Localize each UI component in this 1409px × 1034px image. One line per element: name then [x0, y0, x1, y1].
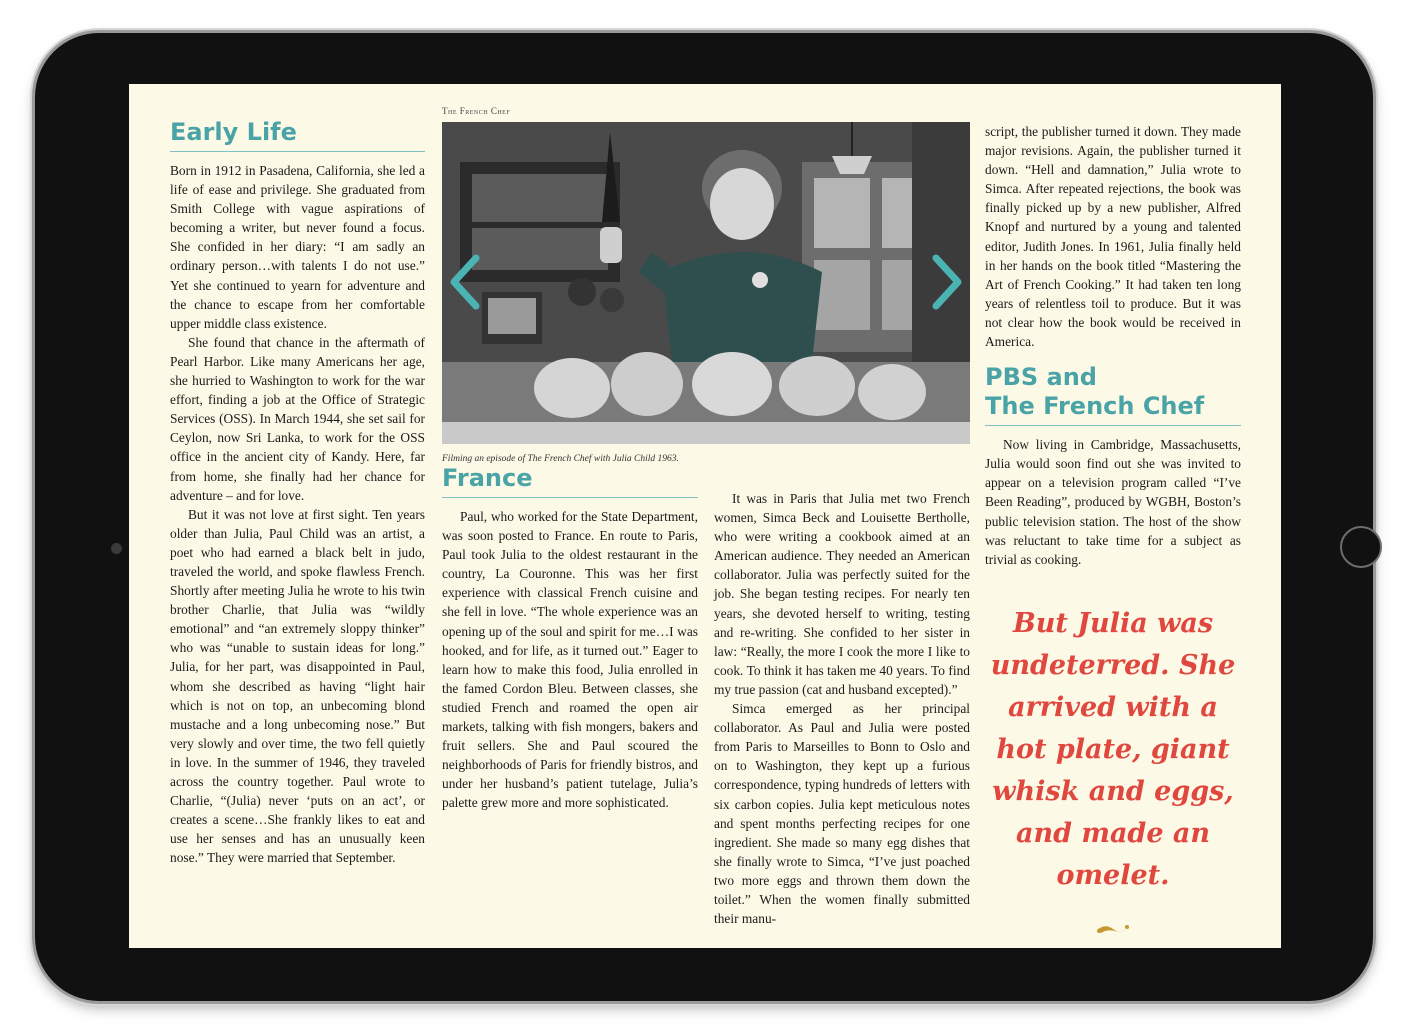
- gallery-prev-button[interactable]: [444, 252, 488, 312]
- heading-pbs-line2: The French Chef: [985, 392, 1205, 421]
- paragraph: It was in Paris that Julia met two French women, Simca Beck and Louisette Bertholle, who were writing a cookbook aimed at an American audience. They needed an American collaborator. Julia was perfectly suited for the job. She began testing recipes. For nearly ten years, she devoted herself to writing, testing and re-writing. She confided to her sister in law: “Really, the more I cook the more I like to cook. To think it has taken me 40 years. To find my true passion (cat and husband excepted).”: [714, 491, 970, 697]
- heading-pbs-line1: PBS and: [985, 363, 1097, 392]
- chevron-left-icon: [444, 252, 488, 312]
- photo-label: The French Chef: [442, 106, 511, 116]
- france-column-right: [714, 489, 970, 928]
- camera-icon: [111, 543, 122, 554]
- home-button[interactable]: [1340, 526, 1382, 568]
- photo-gallery: [442, 106, 970, 469]
- magazine-page: [129, 84, 1281, 948]
- paragraph: But it was not love at first sight. Ten years older than Julia, Paul Child was an artist, a poet who had earned a black belt in judo, traveled the world, and spoke flawless French. Shortly after meeting Julia he wrote to his twin brother Charlie, that Julia was “wildly emotional” and “an extremely sloppy thinker” who was “unable to sustain ideas for long.” Julia, for her part, was disappointed in Paul, whom she described as having “light hair which is not on top, an unbecoming blond mustache and a long unbecoming nose.” But very slowly and over time, the two fell quietly in love. In the summer of 1946, they traveled across the country together. Paul wrote to Charlie, “(Julia) never ‘puts on an act’, or creates a scene…She frankly likes to eat and use her senses and has an unusually keen nose.” They were married that September.: [170, 506, 425, 866]
- gallery-next-button[interactable]: [924, 252, 968, 312]
- paragraph: Now living in Cambridge, Massachusetts, Julia would soon find out she was invited to appear on a television program called “I’ve Been Reading”, produced by WGBH, Boston’s public television station. The host of the show was reluctant to take time for a subject as trivial as cooking.: [985, 437, 1241, 567]
- france-column-left: [442, 464, 698, 813]
- heading-pbs: [985, 363, 1241, 426]
- column-early-life: [170, 118, 425, 867]
- paragraph: Simca emerged as her principal collaborator. As Paul and Julia were posted from Paris to Marseilles to Bonn to Oslo and on to Washington, they kept up a furious correspondence, typing hundreds of letters with six carbon copies. Julia kept meticulous notes and spent months perfecting recipes for one ingredient. She made so many egg dishes that she finally wrote to Simca, “I’ve just poached two more eggs and thrown them down the toilet.” When the women finally submitted their manu-: [714, 701, 970, 927]
- paragraph: Born in 1912 in Pasadena, California, she led a life of ease and privilege. She graduated from Smith College with vague aspirations of becoming a writer, but never found a focus. She confided in her diary: “I am sadly an ordinary person…with talents I do not use.” Yet she continued to yearn for adventure and the chance to escape from her comfortable upper middle class existence.: [170, 163, 425, 331]
- heading-france: France: [442, 464, 698, 498]
- chevron-right-icon: [924, 252, 968, 312]
- fleuron-icon: [985, 921, 1241, 942]
- kitchen-photo-image: [442, 122, 970, 444]
- gallery-photo[interactable]: [442, 122, 970, 444]
- heading-early-life: Early Life: [170, 118, 425, 152]
- photo-caption: Filming an episode of The French Chef with Julia Child 1963.: [442, 454, 679, 464]
- paragraph: Paul, who worked for the State Department, was soon posted to France. En route to Paris, Paul took Julia to the oldest restaurant in the country, La Couronne. This was her first experience with classical French cuisine and she fell in love. “The whole experience was an opening up of the soul and spirit for me…I was hooked, and for life, as it turned out.” Eager to learn how to make this food, Julia enrolled in the famed Cordon Bleu. Between classes, she studied French and roamed the open air markets, talking with fish mongers, bakers and fruit sellers. She and Paul scoured the neighborhoods of Paris for friendly bistros, and under her husband’s patient tutelage, Julia’s palette grew more and more sophisticated.: [442, 509, 698, 811]
- paragraph: script, the publisher turned it down. They made major revisions. Again, the publisher turned it down. “Hell and damnation,” Julia wrote to Simca. After repeated rejections, the book was finally picked up by a new publisher, Alfred Knopf and nurtured by a young and talented editor, Judith Jones. In 1961, Julia finally held in her hands on the book titled “Mastering the Art of French Cooking.” It had taken ten long years of relentless toil to produce. But it was not clear how the book would be received in America.: [985, 124, 1241, 350]
- column-pbs: [985, 122, 1241, 942]
- paragraph: She found that chance in the aftermath of Pearl Harbor. Like many Americans her age, she hurried to Washington to work for the war effort, finding a job at the Office of Strategic Services (OSS). In March 1944, she set sail for Ceylon, now Sri Lanka, to work for the OSS office in the ancient city of Kandy. Here, far from home, she finally had her chance for adventure – and for love.: [170, 334, 425, 503]
- pull-quote: But Julia was undeterred. She arrived with a hot plate, giant whisk and eggs, and made an omelet.: [990, 607, 1236, 891]
